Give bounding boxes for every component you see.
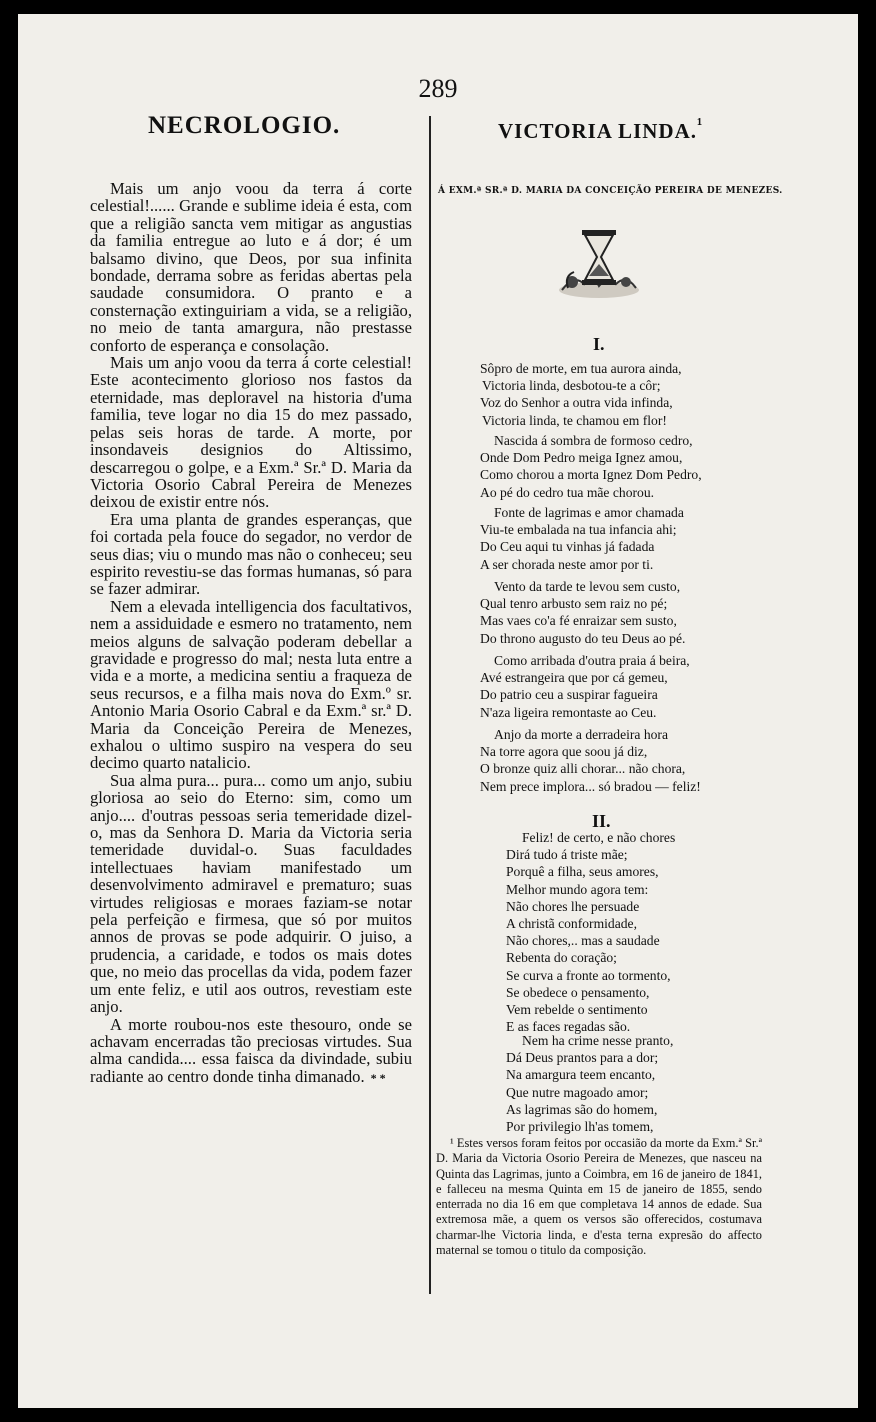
verse-line: Não chores lhe persuade [506,898,640,914]
verse-line: Sôpro de morte, em tua aurora ainda, [480,361,682,376]
stanza [480,652,690,721]
column-divider [429,116,431,1294]
verse-line: A christã conformidade, [506,915,637,931]
verse-line: Onde Dom Pedro meiga Ignez amou, [480,450,683,466]
verse-line: Por privilegio lh'as tomem, [506,1118,654,1134]
closing-stars: * * [370,1070,386,1085]
verse-line: Dirá tudo á triste mãe; [506,847,628,863]
verse-line: Se curva a fronte ao tormento, [506,967,671,983]
article-paragraph [90,1016,412,1088]
hourglass-vignette-icon [554,224,644,302]
verse-line: Qual tenro arbusto sem raiz no pé; [480,596,668,612]
stanza [480,432,702,501]
verse-line: Do patrio ceu a suspirar fagueira [480,687,658,703]
verse-line: Na amargura teem encanto, [506,1067,656,1083]
section-number-1: I. [593,334,605,354]
verse-line: Avé estrangeira que por cá gemeu, [480,670,668,686]
stanza [480,726,701,795]
stanza [480,578,686,647]
closing-text: A morte roubou-nos este thesouro, onde se achavam encerradas tão preciosas virtudes. Sua alma candida.... essa faisca da divindade, subiu radiante ao centro donde tinha dimanado. [90,1014,412,1086]
footnote [436,1136,762,1258]
poem-title-text: VICTORIA LINDA. [498,119,697,143]
section-number-2: II. [592,811,611,831]
verse-line: O bronze quiz alli chorar... não chora, [480,761,686,777]
stanza [506,829,675,1035]
verse-line: Ao pé do cedro tua mãe chorou. [480,484,655,500]
verse-line: Vem rebelde o sentimento [506,1001,648,1017]
verse-line: Na torre agora que soou já diz, [480,744,648,760]
verse-line: Como arribada d'outra praia á beira, [494,653,690,668]
verse-line: Victoria linda, desbotou-te a côr; [482,378,661,394]
verse-line: Rebenta do coração; [506,950,617,966]
article-paragraph: Sua alma pura... pura... como um anjo, subiu gloriosa ao seio do Eterno: sim, como um anjo.... d'outras pessoas seria temeridade dizel-o, mas da Senhora D. Maria da Victoria seria temeridade duvidal-o. Suas faculdades intellectuaes haviam manifestado um desenvolvimento admiravel e prematuro; suas virtudes religiosas e moraes faziam-se notar pela perfeição e firmesa, que só por muitos annos de provas se pode adquirir. O juiso, a prudencia, a caridade, e todos os mais dotes que, no meio das procellas da vida, podem fazer um ente feliz, e util aos outros, revestiam este anjo. [90,770,412,1017]
verse-line: Mas vaes co'a fé enraizar sem susto, [480,613,677,629]
verse-line: Feliz! de certo, e não chores [522,830,676,845]
article-paragraph: Mais um anjo voou da terra á corte celestial!...... Grande e sublime ideia é esta, com que a religião sancta vem mitigar as angustias da familia entregue ao luto e á dor; é um balsamo divino, que Deos, por sua infinita bondade, derrama sobre as feridas abertas pela saudade consumidora. O pranto e a consternação extinguiriam a vida, se a religião, no meio de tanta amargura, não prestasse conforto de esperança e consolação. [90,179,412,355]
stanza [480,360,682,429]
verse-line: As lagrimas são do homem, [506,1101,658,1117]
footnote-marker: ¹ [697,114,704,134]
verse-line: Victoria linda, te chamou em flor! [482,412,667,428]
verse-line: Anjo da morte a derradeira hora [494,727,668,742]
verse-line: Como chorou a morta Ignez Dom Pedro, [480,467,702,483]
verse-line: Do Ceu aqui tu vinhas já fadada [480,539,655,555]
verse-line: Se obedece o pensamento, [506,984,650,1000]
footnote-text: ¹ Estes versos foram feitos por occasião da morte da Exm.ª Sr.ª D. Maria da Victoria Osorio Pereira de Menezes, que nasceu na Quinta das Lagrimas, junto a Coimbra, em 16 de janeiro de 1841, e falleceu na mesma Quinta em 15 de janeiro de 1855, sendo enterrada no dia 16 em que completava 14 annos de edade. Sua extremosa mãe, a quem os versos são offerecidos, costumava charmar-lhe Victoria linda, e d'esta terna expresão do affecto maternal se tomou o titulo da composição. [436,1136,762,1258]
verse-line: Nascida á sombra de formoso cedro, [494,433,693,448]
verse-line: Fonte de lagrimas e amor chamada [494,505,684,520]
stanza [480,504,684,573]
verse-line: Melhor mundo agora tem: [506,881,649,897]
article-paragraph: Nem a elevada intelligencia dos facultativos, nem a assiduidade e esmero no tratamento, nem meios alguns de salvação poderam debellar a gravidade e progresso do mal; nesta luta entre a vida e a morte, a medicina sentiu a fraqueza de seus recursos, e a filha mais nova do Exm.º sr. Antonio Maria Osorio Cabral e da Exm.ª sr.ª D. Maria da Conceição Pereira de Menezes, exhalou o ultimo suspiro na vespera do seu decimo quarto natalicio. [90,596,412,773]
poem-title [498,114,703,144]
verse-line: Do throno augusto do teu Deus ao pé. [480,630,686,646]
newspaper-page [18,14,858,1408]
stanza [506,1032,673,1135]
page-number: 289 [418,74,458,103]
verse-line: Viu-te embalada na tua infancia ahi; [480,522,677,538]
verse-line: N'aza ligeira remontaste ao Ceu. [480,704,657,720]
article-paragraph: Era uma planta de grandes esperanças, que foi cortada pela fouce do segador, no verdor de seus dias; viu o mundo mas não o conheceu; seu espirito revestiu-se das formas humanas, só para se fazer admirar. [90,509,412,599]
verse-line: Nem prece implora... só bradou — feliz! [480,778,701,794]
necrology-article [90,180,412,1087]
verse-line: Que nutre magoado amor; [506,1084,649,1100]
article-paragraph: Mais um anjo voou da terra á corte celestial! Este acontecimento glorioso nos fastos da eternidade, mas deploravel na historia d'uma familia, teve logar no dia 15 do mez passado, pelas seis horas de tarde. A morte, por insondaveis designios do Altissimo, descarregou o golpe, e a Exm.ª Sr.ª D. Maria da Victoria Osorio Cabral Pereira de Menezes deixou de existir entre nós. [90,353,412,512]
verse-line: Vento da tarde te levou sem custo, [494,579,681,594]
poem-dedication: Á EXM.ª SR.ª D. MARIA DA CONCEIÇÃO PEREIRA DE MENEZES. [438,186,783,196]
verse-line: A ser chorada neste amor por ti. [480,556,654,572]
verse-line: Não chores,.. mas a saudade [506,933,660,949]
verse-line: Porquê a filha, seus amores, [506,864,659,880]
verse-line: E as faces regadas são. [506,1019,631,1035]
verse-line: Nem ha crime nesse pranto, [522,1033,674,1048]
verse-line: Dá Deus prantos para a dor; [506,1050,659,1066]
verse-line: Voz do Senhor a outra vida infinda, [480,395,673,411]
necrology-title: NECROLOGIO. [148,112,341,139]
